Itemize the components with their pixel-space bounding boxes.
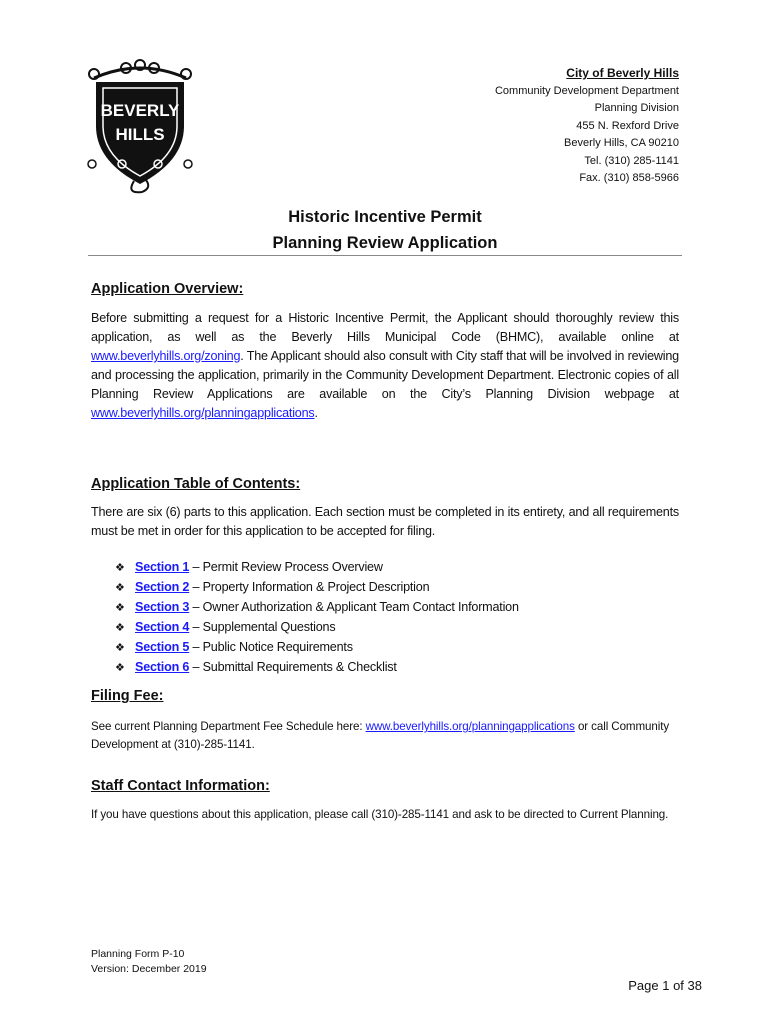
beverly-hills-logo: [86, 56, 194, 196]
document-title: [0, 204, 770, 256]
section-5-link[interactable]: Section 5: [135, 640, 190, 654]
division: Planning Division: [594, 102, 679, 114]
department: Community Development Department: [494, 84, 679, 97]
title-line-1: Historic Incentive Permit: [288, 208, 482, 226]
overview-paragraph: [91, 309, 679, 423]
zoning-link[interactable]: www.beverlyhills.org/zoning: [91, 349, 241, 363]
title-line-2: Planning Review Application: [272, 234, 498, 252]
section-desc: – Submittal Requirements & Checklist: [189, 660, 397, 674]
fee-text-1: See current Planning Department Fee Schedule here:: [91, 720, 366, 733]
diamond-bullet-icon: ❖: [115, 602, 125, 614]
section-4-link[interactable]: Section 4: [135, 620, 190, 634]
section-desc: – Permit Review Process Overview: [189, 560, 383, 574]
logo-text-beverly: BEVERLY: [100, 101, 180, 120]
list-item: [115, 598, 519, 618]
form-version: Version: December 2019: [91, 963, 207, 975]
page-number: Page 1 of 38: [628, 978, 702, 993]
diamond-bullet-icon: ❖: [115, 582, 125, 594]
fee-schedule-link[interactable]: www.beverlyhills.org/planningapplications: [365, 720, 575, 733]
toc-intro: There are six (6) parts to this application. Each section must be completed in its entirety, and all requirements must be met in order for this application to be accepted for filing.: [91, 505, 679, 538]
address: 455 N. Rexford Drive: [576, 119, 679, 132]
city-state-zip: Beverly Hills, CA 90210: [564, 137, 679, 149]
staff-contact-heading: Staff Contact Information:: [91, 778, 270, 794]
section-desc: – Owner Authorization & Applicant Team Contact Information: [189, 600, 519, 614]
list-item: [115, 578, 519, 598]
telephone: Tel. (310) 285-1141: [584, 154, 679, 167]
logo-text-hills: HILLS: [115, 125, 165, 144]
planning-applications-link[interactable]: www.beverlyhills.org/planningapplications: [91, 406, 315, 420]
department-header: [495, 65, 679, 188]
overview-text-2: . The Applicant should also consult with City staff that will be involved in reviewing and processing the application, primarily in the Community Development Department. Electronic copies of all Planning Review Applications are available on the City’s Planning Division webpage at: [91, 349, 679, 401]
filing-fee-heading: Filing Fee:: [91, 688, 164, 704]
filing-fee-text: [91, 718, 679, 754]
section-2-link[interactable]: Section 2: [135, 580, 190, 594]
title-divider: [88, 255, 682, 256]
overview-heading: Application Overview:: [91, 281, 244, 297]
section-3-link[interactable]: Section 3: [135, 600, 190, 614]
overview-text-1: Before submitting a request for a Historic Incentive Permit, the Applicant should thoroughly review this application, as well as the Beverly Hills Municipal Code (BHMC), available online at: [91, 311, 679, 344]
toc-heading: Application Table of Contents:: [91, 476, 301, 492]
form-footer: [91, 947, 207, 977]
section-1-link[interactable]: Section 1: [135, 560, 190, 574]
fax: Fax. (310) 858-5966: [579, 172, 679, 184]
section-desc: – Supplemental Questions: [189, 620, 336, 634]
form-number: Planning Form P-10: [91, 948, 185, 960]
list-item: [115, 658, 519, 678]
diamond-bullet-icon: ❖: [115, 662, 125, 674]
section-6-link[interactable]: Section 6: [135, 660, 190, 674]
staff-contact-text: If you have questions about this application, please call (310)-285-1141 and ask to be directed to Current Planning.: [91, 808, 669, 821]
section-desc: – Public Notice Requirements: [189, 640, 353, 654]
list-item: [115, 638, 519, 658]
city-name: City of Beverly Hills: [566, 66, 679, 80]
list-item: [115, 558, 519, 578]
list-item: [115, 618, 519, 638]
overview-text-3: .: [314, 406, 318, 420]
diamond-bullet-icon: ❖: [115, 562, 125, 574]
section-list: [115, 558, 519, 678]
fee-text-2: or call Community Development at (310)-285-1141.: [91, 720, 670, 751]
diamond-bullet-icon: ❖: [115, 642, 125, 654]
diamond-bullet-icon: ❖: [115, 622, 125, 634]
section-desc: – Property Information & Project Description: [189, 580, 430, 594]
